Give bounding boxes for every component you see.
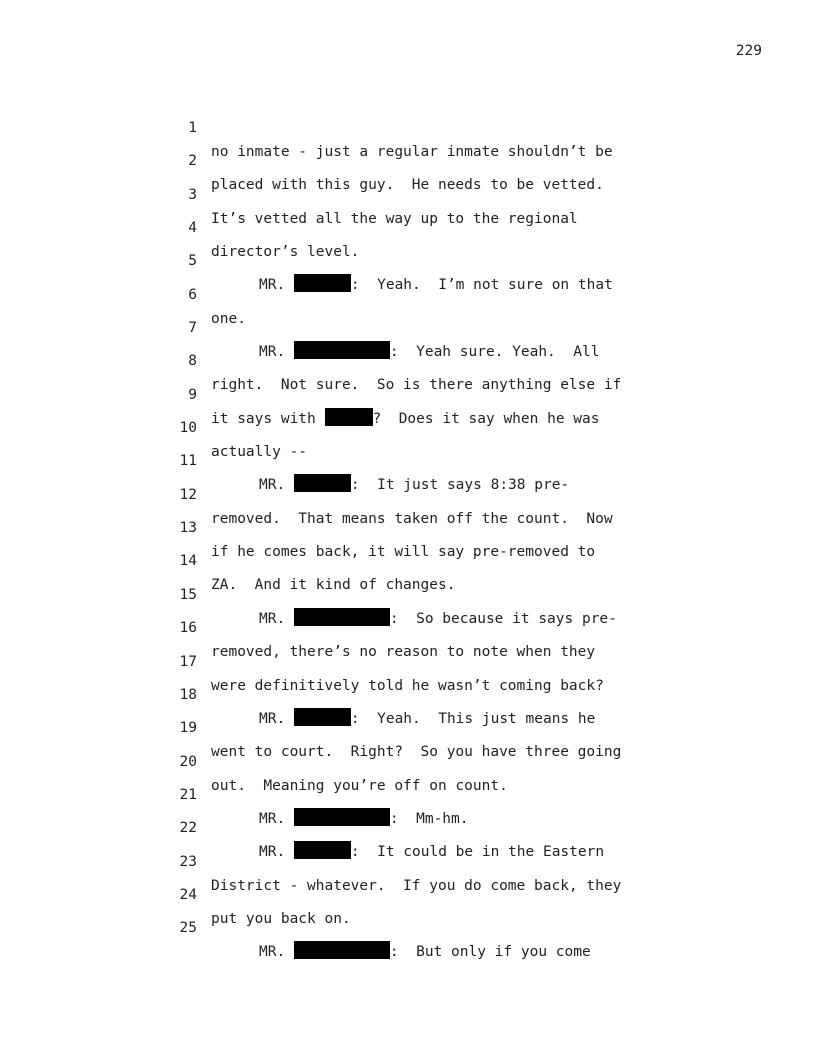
line-number: 5 <box>188 253 197 270</box>
line-number: 23 <box>179 853 197 870</box>
line-text: removed. That means taken off the count. Now <box>211 510 613 527</box>
redaction-block <box>294 941 390 959</box>
line-text: District - whatever. If you do come back, they <box>211 877 622 894</box>
transcript-line <box>0 826 816 894</box>
line-number: 8 <box>188 353 197 370</box>
line-number: 20 <box>179 753 197 770</box>
line-number: 13 <box>179 520 197 537</box>
line-number: 4 <box>188 220 197 237</box>
line-number: 7 <box>188 320 197 337</box>
line-number: 25 <box>179 920 197 937</box>
transcript-line <box>0 159 816 227</box>
transcript-line <box>0 792 816 861</box>
line-text: put you back on. <box>211 910 351 927</box>
transcript-line <box>0 759 816 827</box>
speaker-text: : Yeah. This just means he <box>350 710 596 727</box>
transcript-line <box>0 726 816 794</box>
transcript-line <box>0 692 816 761</box>
transcript-line <box>0 225 816 294</box>
transcript-line <box>0 125 816 194</box>
line-number: 19 <box>179 720 197 737</box>
line-number: 21 <box>179 786 197 803</box>
transcript-line <box>0 659 816 727</box>
line-text: out. Meaning you’re off on count. <box>211 777 508 794</box>
speaker-prefix: MR. <box>259 344 294 361</box>
speaker-prefix: MR. <box>259 844 294 861</box>
line-number: 9 <box>188 386 197 403</box>
line-text: one. <box>211 310 246 327</box>
transcript-line <box>0 525 816 594</box>
speaker-text: : Yeah sure. Yeah. All <box>389 344 600 361</box>
line-text: were definitively told he wasn’t coming back? <box>211 677 604 694</box>
line-number: 1 <box>188 120 197 136</box>
line-text: actually -- <box>211 444 308 461</box>
speaker-text: : Yeah. I’m not sure on that <box>350 277 613 294</box>
transcript-line <box>0 359 816 427</box>
line-text: removed, there’s no reason to note when they <box>211 644 596 661</box>
transcript-line <box>0 559 816 627</box>
line-number: 15 <box>179 586 197 603</box>
line-text: no inmate - just a regular inmate shouldn’t be <box>211 144 613 160</box>
line-text: if he comes back, it will say pre-removed to <box>211 544 596 561</box>
line-text: went to court. Right? So you have three going <box>211 744 622 761</box>
line-number: 22 <box>179 820 197 837</box>
transcript-line <box>0 459 816 527</box>
line-text-after: ? Does it say when he was <box>372 410 600 427</box>
transcript-line <box>0 325 816 394</box>
speaker-prefix: MR. <box>259 277 294 294</box>
speaker-prefix: MR. <box>259 944 294 961</box>
line-number: 10 <box>179 420 197 437</box>
line-number: 14 <box>179 553 197 570</box>
speaker-text: : So because it says pre- <box>389 610 617 627</box>
line-number: 12 <box>179 486 197 503</box>
speaker-text: : It just says 8:38 pre- <box>350 477 570 494</box>
line-text: ZA. And it kind of changes. <box>211 577 456 594</box>
transcript-line <box>0 425 816 494</box>
line-number: 2 <box>188 153 197 170</box>
line-number: 18 <box>179 686 197 703</box>
speaker-prefix: MR. <box>259 710 294 727</box>
line-number: 17 <box>179 653 197 670</box>
line-text: placed with this guy. He needs to be vetted. <box>211 177 604 194</box>
speaker-text: : It could be in the Eastern <box>350 844 605 861</box>
line-number: 16 <box>179 620 197 637</box>
speaker-prefix: MR. <box>259 477 294 494</box>
line-text: right. Not sure. So is there anything else if <box>211 377 622 394</box>
transcript-line <box>0 592 816 661</box>
speaker-text: : Mm-hm. <box>389 810 469 827</box>
line-number: 3 <box>188 186 197 203</box>
page-number: 229 <box>735 43 762 59</box>
transcript-line <box>0 492 816 561</box>
line-number: 6 <box>188 286 197 303</box>
transcript-line <box>0 892 816 961</box>
transcript-body <box>0 92 816 961</box>
speaker-prefix: MR. <box>259 810 294 827</box>
transcript-line <box>0 192 816 261</box>
transcript-line <box>0 392 816 461</box>
transcript-line <box>0 92 816 160</box>
line-text <box>259 940 591 964</box>
line-text: director’s level. <box>211 244 360 261</box>
line-text-before: it says with <box>211 410 325 427</box>
line-text: It’s vetted all the way up to the regional <box>211 210 578 227</box>
line-number: 24 <box>179 886 197 903</box>
transcript-line <box>0 626 816 694</box>
transcript-line <box>0 292 816 361</box>
transcript-line <box>0 859 816 927</box>
transcript-line <box>0 259 816 327</box>
speaker-text: : But only if you come <box>389 944 591 961</box>
speaker-prefix: MR. <box>259 610 294 627</box>
line-number: 11 <box>179 453 197 470</box>
